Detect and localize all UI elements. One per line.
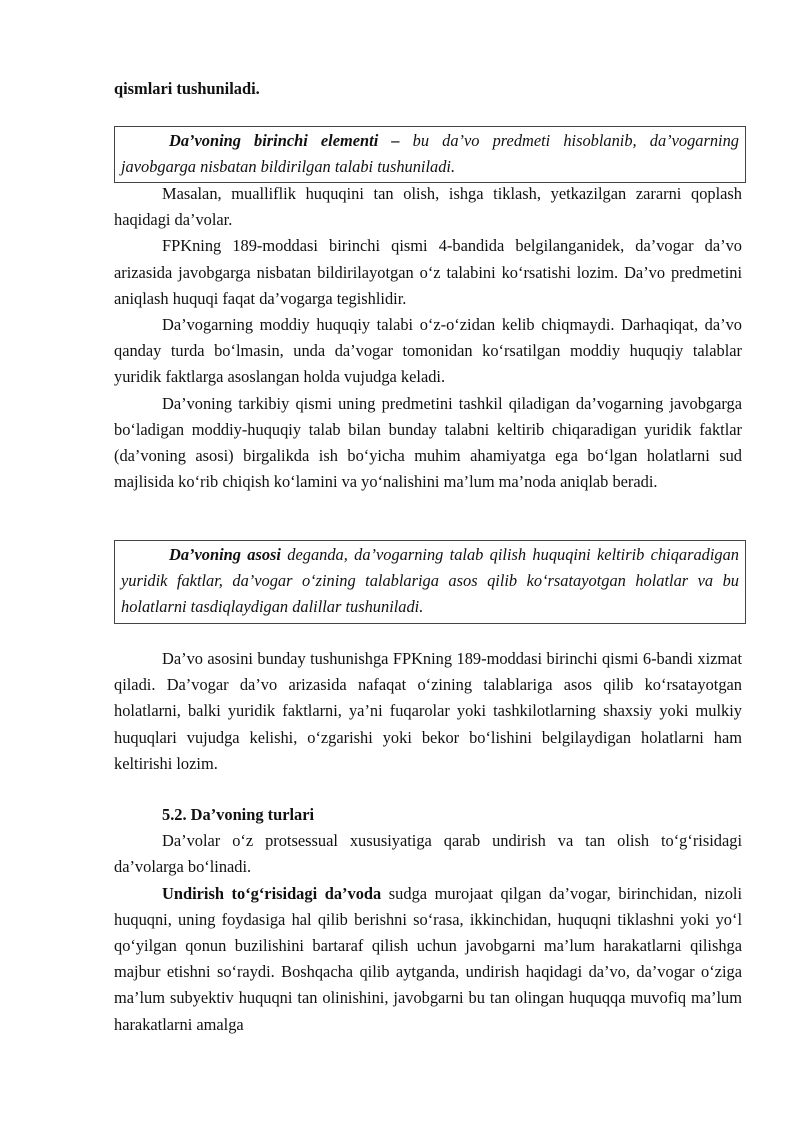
paragraph-text: sudga murojaat qilgan da’vogar, birinchidan, nizoli huquqni, uning foydasiga hal qilib berishni so‘rasa, ikkinchidan, huquqni tiklashni yoki yo‘l qo‘yilgan qonun buzilishini bartaraf qilish uchun javobgarni ma’lum harakatlarni qilishga majbur etishni so‘raydi. Boshqacha qilib aytganda, undirish haqidagi da’vo, da’vogar o‘ziga ma’lum subyektiv huquqni tan olinishini, javobgarni bu tan olingan huquqqa muvofiq ma’lum harakatlarni amalga	[114, 883, 743, 1034]
paragraph: Masalan, mualliflik huquqini tan olish, ishga tiklash, yetkazilgan zararni qoplash haqidagi da’volar.	[114, 184, 742, 230]
definition-box-claim-element	[114, 126, 746, 183]
paragraph	[114, 881, 742, 1038]
paragraph: Da’volar o‘z protsessual xususiyatiga qarab undirish va tan olish to‘g‘risidagi da’volarga bo‘linadi.	[114, 831, 742, 877]
section-heading: 5.2. Da’voning turlari	[162, 805, 315, 824]
body-block-2	[114, 646, 742, 777]
section-5-2	[114, 802, 742, 1038]
paragraph: Da’vo asosini bunday tushunishga FPKning 189-moddasi birinchi qismi 6-bandi xizmat qiladi. Da’vogar da’vo arizasida nafaqat o‘zining talablariga asos qilib ko‘rsatayotgan holatlarni, balki yuridik faktlarni, ya’ni fuqarolar yoki tashkilotlarning shaxsiy yoki mulkiy huquqlari vujudga kelishi, o‘zgarishi yoki bekor bo‘lishini belgilaydigan holatlarni ham keltirishi lozim.	[114, 649, 742, 773]
definition-text: deganda, da’vogarning talab qilish huquqini keltirib chiqaradigan yuridik faktlar, da’vogar o‘zining talablariga asos qilib ko‘rsatayotgan holatlar va bu holatlarni tasdiqlaydigan dalillar tushuniladi.	[121, 545, 739, 617]
bold-term: Undirish to‘g‘risidagi da’voda	[162, 883, 382, 903]
paragraph: Da’voning tarkibiy qismi uning predmetini tashkil qiladigan da’vogarning javobgarga bo‘ladigan moddiy-huquqiy talab bilan bunday talabni keltirib chiqaradigan yuridik faktlar (da’voning asosi) birgalikda ish bo‘yicha muhim ahamiyatga ega bo‘lgan holatlarni sud majlisida ko‘rib chiqish ko‘lamini va yo‘nalishini ma’lum ma’noda aniqlab beradi.	[114, 393, 742, 492]
definition-box-claim-basis	[114, 540, 746, 624]
definition-term: Da’voning birinchi elementi –	[169, 131, 400, 150]
definition-term: Da’voning asosi	[169, 545, 281, 564]
definition-paragraph	[121, 542, 739, 621]
paragraph: FPKning 189-moddasi birinchi qismi 4-bandida belgilanganidek, da’vogar da’vo arizasida javobgarga nisbatan bildirilayotgan o‘z talabini ko‘rsatishi lozim. Da’vo predmetini aniqlash huquqi faqat da’vogarga tegishlidir.	[114, 236, 742, 308]
body-block-1	[114, 181, 742, 495]
intro-tail-text: qismlari tushuniladi.	[114, 79, 260, 98]
definition-paragraph	[121, 128, 739, 180]
paragraph: Da’vogarning moddiy huquqiy talabi o‘z-o‘zidan kelib chiqmaydi. Darhaqiqat, da’vo qanday turda bo‘lmasin, unda da’vogar tomonidan ko‘rsatilgan moddiy huquqiy talablar yuridik faktlarga asoslangan holda vujudga keladi.	[114, 315, 742, 387]
definition-text: bu da’vo predmeti hisoblanib, da’vogarning javobgarga nisbatan bildirilgan talabi tushuniladi.	[121, 131, 739, 177]
